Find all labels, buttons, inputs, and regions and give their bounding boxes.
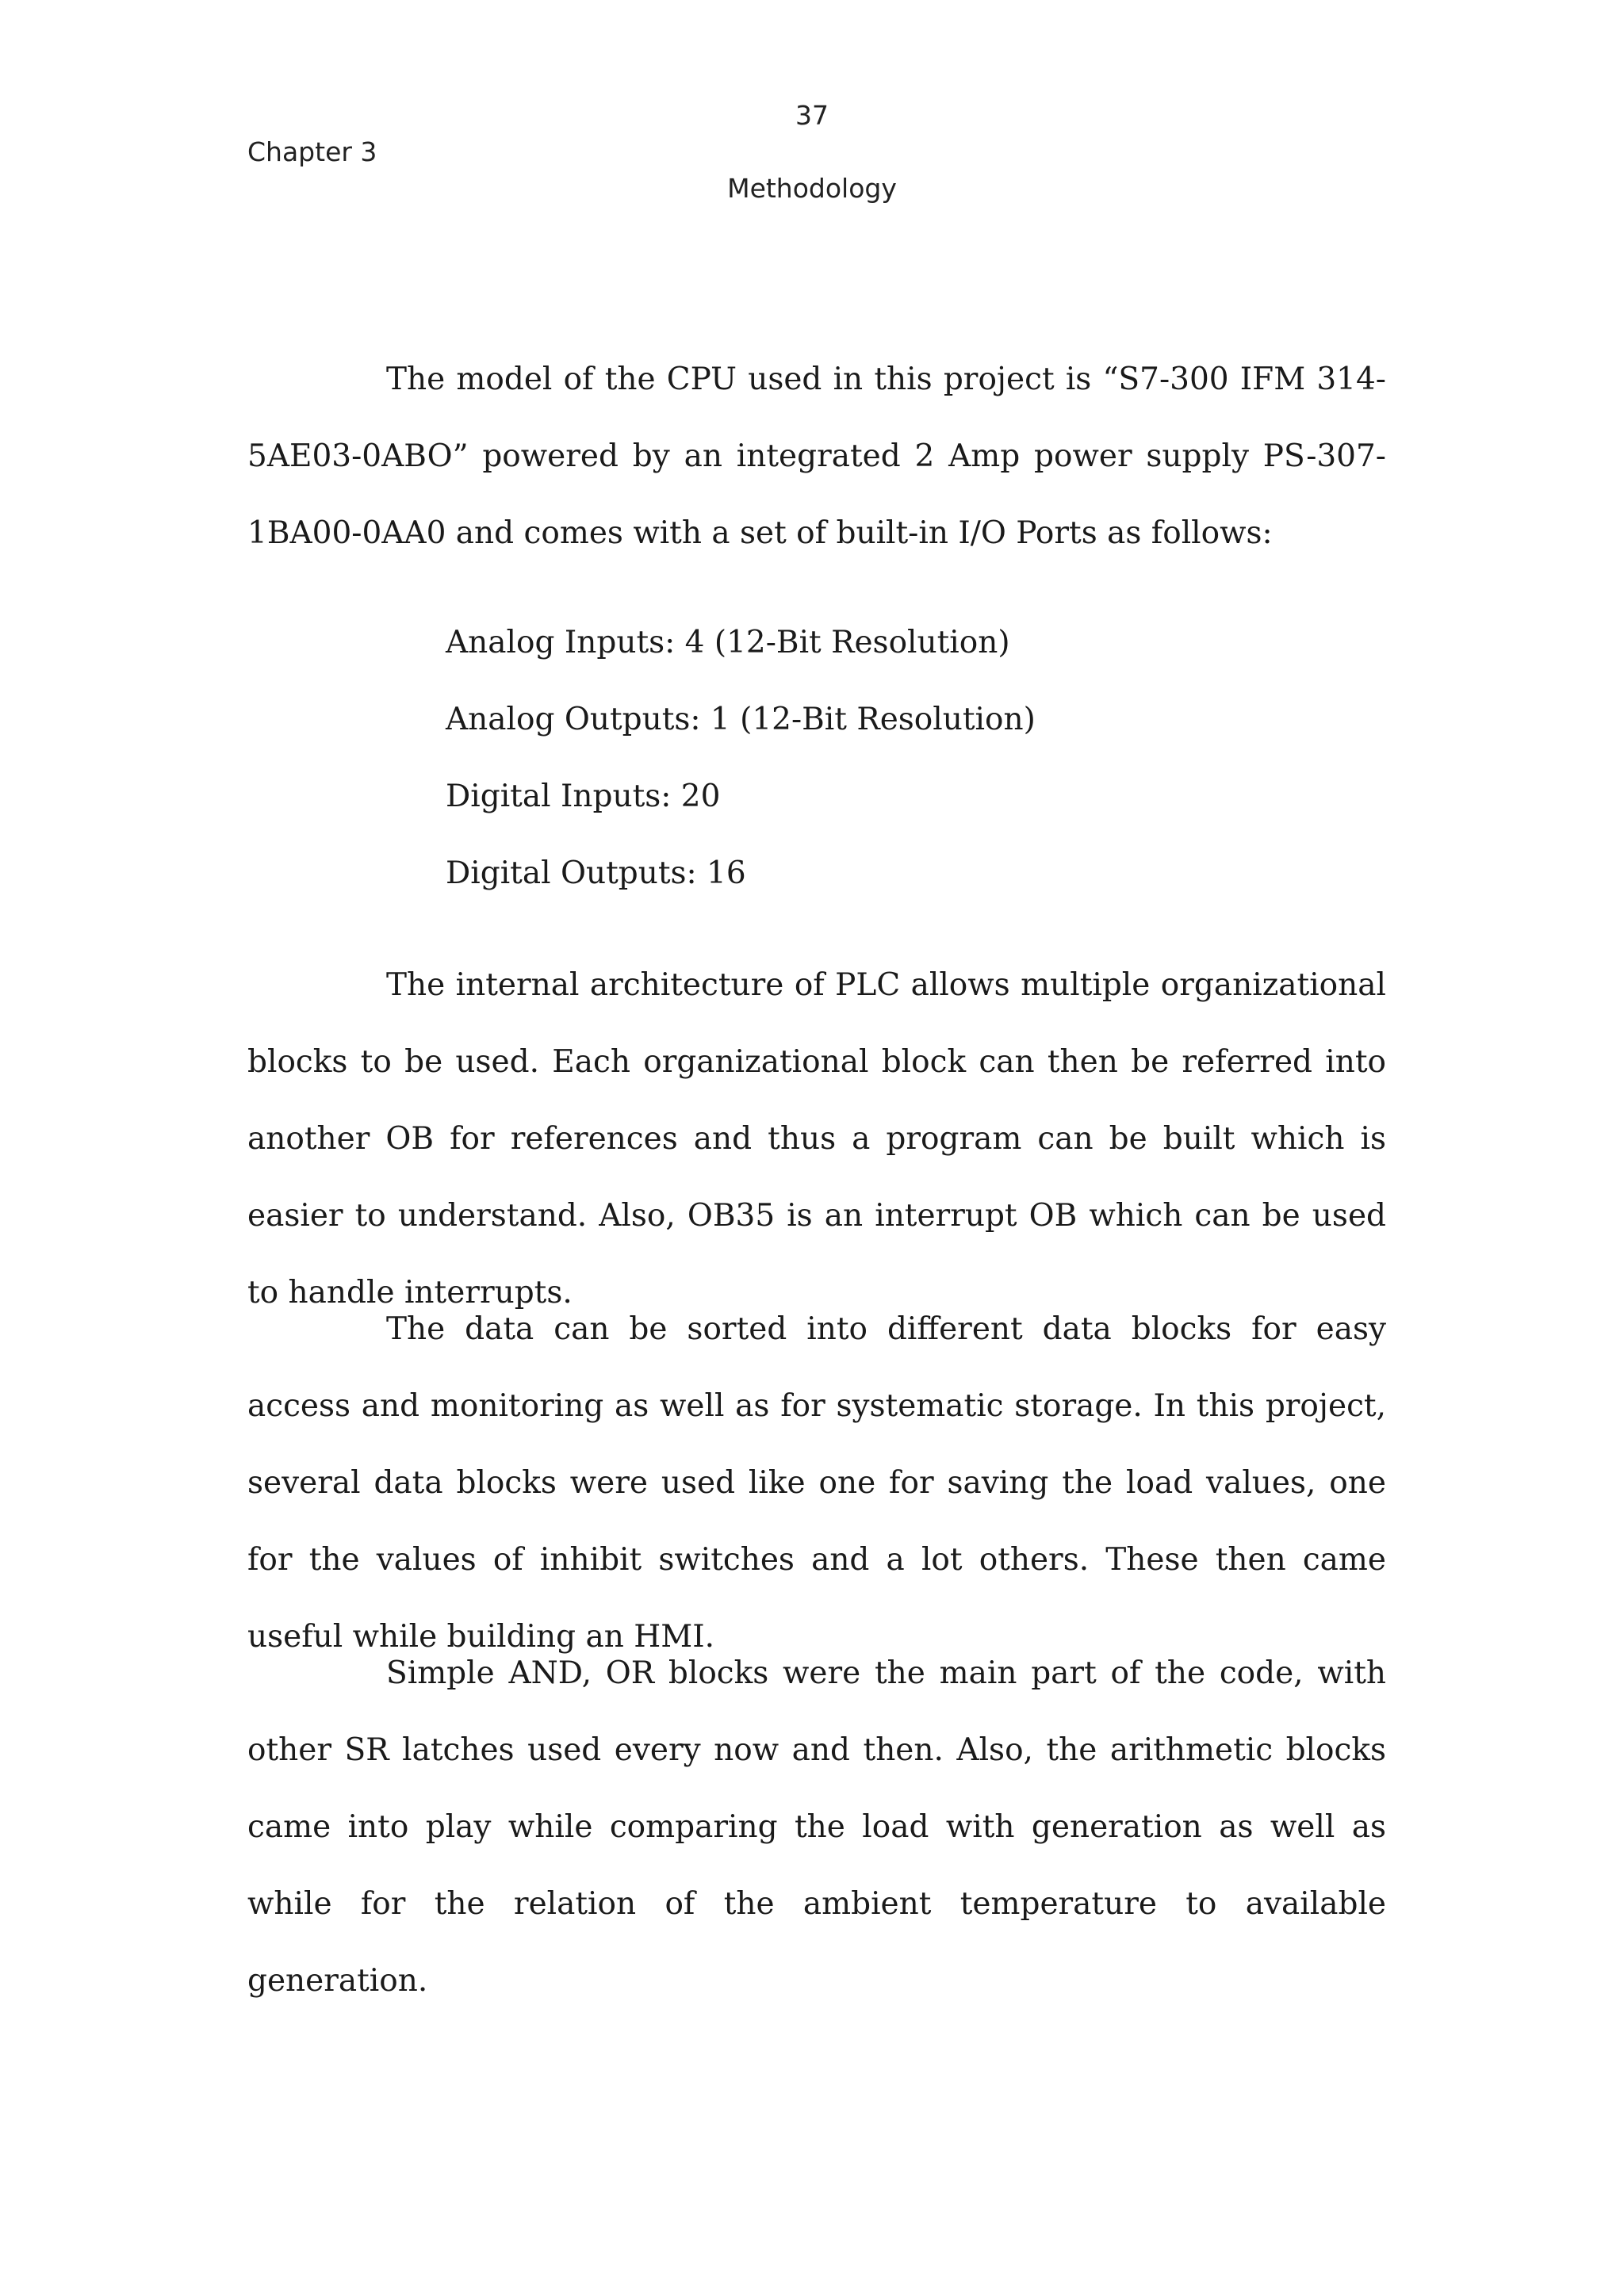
paragraph-data-blocks [247,1291,1386,1675]
io-port-item: Analog Inputs: 4 (12-Bit Resolution) [446,625,1010,660]
paragraph-text: The internal architecture of PLC allows multiple organizational blocks to be used. Each organizational block can then be referred into another OB for references and thus a program can be built which is easier to understand. Also, OB35 is an interrupt OB which can be used to handle interrupts. [247,967,1386,1311]
paragraph-architecture [247,947,1386,1331]
io-ports-list [446,604,1036,912]
paragraph-text: The model of the CPU used in this project is “S7-300 IFM 314-5AE03-0ABO” powered by an integrated 2 Amp power supply PS-307-1BA00-0AA0 and comes with a set of built-in I/O Ports as follows: [247,362,1386,551]
paragraph-cpu-model [247,341,1386,572]
paragraph-text: Simple AND, OR blocks were the main part of the code, with other SR latches used every now and then. Also, the arithmetic blocks came into play while comparing the load with generation as well as while for the relation of the ambient temperature to available generation. [247,1655,1386,1999]
chapter-label: Chapter 3 [247,136,377,167]
io-port-item: Digital Outputs: 16 [446,855,746,891]
section-title: Methodology [727,173,897,204]
io-port-item: Analog Outputs: 1 (12-Bit Resolution) [446,702,1036,737]
io-port-item: Digital Inputs: 20 [446,779,721,814]
paragraph-text: The data can be sorted into different data blocks for easy access and monitoring as well as for systematic storage. In this project, several data blocks were used like one for saving the load values, one for the values of inhibit switches and a lot others. These then came useful while building an HMI. [247,1311,1386,1655]
page-number: 37 [795,100,829,131]
paragraph-logic-blocks [247,1635,1386,2019]
